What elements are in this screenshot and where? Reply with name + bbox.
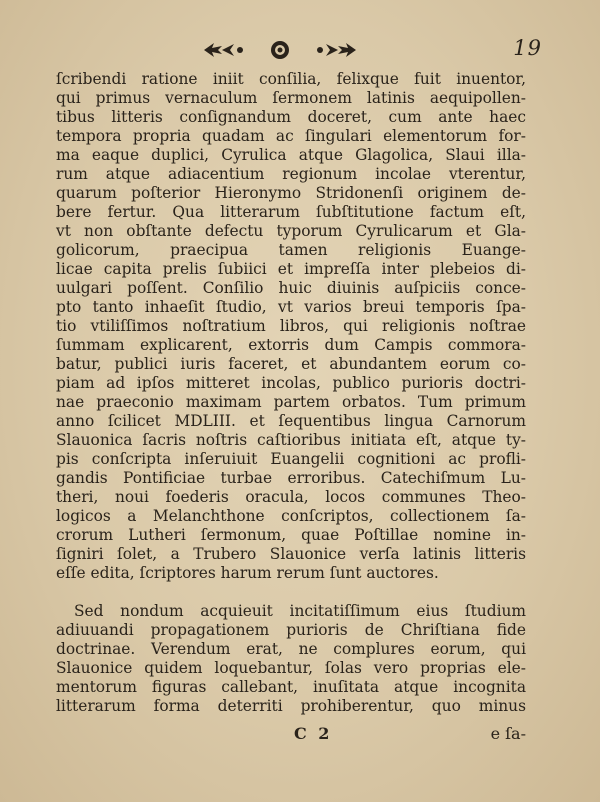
text-line: crorum Lutheri ſermonum, quae Poſtillae nomine in-: [56, 526, 526, 544]
text-line: Sed nondum acquieuit incitatiſſimum eius ſtudium: [74, 602, 526, 620]
text-line: tempora propria quadam ac ſingulari elementorum for-: [56, 127, 526, 145]
text-line: uulgari poſſent. Conſilio huic diuinis auſpiciis conce-: [56, 279, 526, 297]
text-line: qui primus vernaculum ſermonem latinis aequipollen-: [56, 89, 526, 107]
text-line: eſſe edita, ſcriptores harum rerum ſunt auctores.: [56, 564, 439, 582]
page-footer: [56, 724, 526, 746]
text-line: adiuuandi propagationem purioris de Chriſtiana fide: [56, 621, 526, 639]
text-line: Slauonice quidem loquebantur, ſolas vero proprias ele-: [56, 659, 526, 677]
catchword: e ſa-: [490, 724, 526, 743]
page-header: [0, 36, 600, 66]
text-line: nae praeconio maximam partem orbatos. Tum primum: [56, 393, 526, 411]
page-number: 19: [513, 36, 542, 60]
text-line: ma eaque duplici, Cyrulica atque Glagolica, Slaui illa-: [56, 146, 526, 164]
body-text: [56, 70, 526, 716]
text-line: golicorum, praecipua tamen religionis Euange-: [56, 241, 526, 259]
text-line: ſummam explicarent, extorris dum Campis commora-: [56, 336, 526, 354]
text-line: vt non obſtante defectu typorum Cyrulicarum et Gla-: [56, 222, 526, 240]
text-line: mentorum figuras callebant, inuſitata atque incognita: [56, 678, 526, 696]
signature-mark: C 2: [294, 724, 333, 743]
text-line: gandis Pontificiae turbae erroribus. Catechiſmum Lu-: [56, 469, 526, 487]
text-line: ſcribendi ratione iniit conſilia, felixque fuit inuentor,: [56, 70, 526, 88]
text-line: pis conſcripta inſeruiuit Euangelii cognitioni ac profli-: [56, 450, 526, 468]
text-line: batur, publici iuris faceret, et abundantem eorum co-: [56, 355, 526, 373]
text-line: litterarum forma deterriti prohiberentur, quo minus: [56, 697, 526, 715]
printers-ornament-icon: [200, 38, 360, 62]
text-line: tibus litteris conſignandum doceret, cum ante haec: [56, 108, 526, 126]
paragraph-gap: [56, 583, 526, 602]
text-line: theri, noui foederis oracula, locos communes Theo-: [56, 488, 526, 506]
paragraph-1: [56, 70, 526, 583]
text-line: quarum poſterior Hieronymo Stridonenſi originem de-: [56, 184, 526, 202]
text-line: licae capita prelis ſubiici et impreſſa inter plebeios di-: [56, 260, 526, 278]
text-line: piam ad ipſos mitteret incolas, publico purioris doctri-: [56, 374, 526, 392]
text-line: anno ſcilicet MDLIII. et ſequentibus lingua Carnorum: [56, 412, 526, 430]
text-line: ſigniri ſolet, a Trubero Slauonice verſa latinis litteris: [56, 545, 526, 563]
text-line: pto tanto inhaeſit ſtudio, vt varios breui temporis ſpa-: [56, 298, 526, 316]
text-line: bere fertur. Qua litterarum ſubſtitutione factum eſt,: [56, 203, 526, 221]
text-line: tio vtiliſſimos noſtratium libros, qui religionis noſtrae: [56, 317, 526, 335]
text-line: Slauonica ſacris noſtris caſtioribus initiata eſt, atque ty-: [56, 431, 526, 449]
text-line: doctrinae. Verendum erat, ne complures eorum, qui: [56, 640, 526, 658]
text-line: logicos a Melanchthone conſcriptos, collectionem ſa-: [56, 507, 526, 525]
paragraph-2: [56, 602, 526, 716]
text-line: rum atque adiacentium regionum incolae vterentur,: [56, 165, 526, 183]
